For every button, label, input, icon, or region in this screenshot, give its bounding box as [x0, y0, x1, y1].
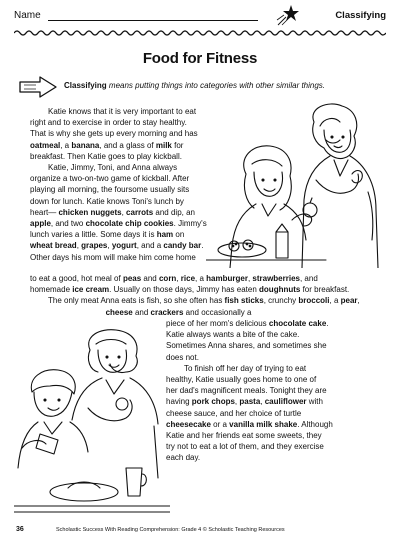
food-word: peas: [122, 274, 142, 283]
food-word: cheesecake: [166, 419, 211, 429]
story-line: [166, 329, 382, 340]
story-line: [166, 363, 382, 374]
story-text: To finish off her day of trying to eat: [184, 363, 307, 373]
story-text: and occasionally a: [183, 307, 252, 317]
section-label: Classifying: [335, 10, 386, 21]
story-text: .: [201, 241, 204, 251]
story-text: That is why she gets up every morning and has: [30, 129, 198, 139]
story-text: down for lunch. Katie knows Toni's lunch by: [30, 196, 184, 206]
name-write-line: [48, 20, 258, 21]
food-word: cauliflower: [264, 397, 307, 407]
definition-term: Classifying: [64, 81, 107, 90]
story-text: try not to eat a lot of them, and they exercise: [166, 442, 324, 452]
food-word: fish sticks: [224, 296, 264, 306]
food-word: yogurt: [111, 241, 137, 251]
story-text: playing all morning, the foursome usually sits: [30, 185, 190, 195]
story-line: [166, 374, 382, 385]
story-text: healthy, Katie usually goes home to one of: [166, 375, 317, 385]
food-word: strawberries: [252, 274, 300, 283]
story-text: right and to exercise in order to stay healthy.: [30, 118, 187, 128]
story-text: ,: [247, 274, 253, 283]
story-text: homemade: [30, 285, 73, 295]
food-word: wheat bread: [30, 241, 77, 251]
story-line: [30, 229, 230, 240]
story-text: Katie and her friends eat some sweets, they: [166, 431, 322, 441]
story-text: , and a: [136, 241, 164, 251]
story-text: . Although: [297, 419, 333, 429]
mother-and-girl-illustration: [206, 100, 394, 268]
story-text: ,: [234, 397, 240, 407]
story-line: [30, 196, 230, 207]
food-word: milk: [155, 140, 172, 150]
story-text: , crunchy: [263, 296, 299, 306]
story-line: [30, 252, 230, 263]
story-line: [166, 441, 382, 452]
story-lower-column: [166, 318, 382, 464]
food-word: grapes: [81, 241, 108, 251]
food-word: carrots: [126, 207, 154, 217]
definition-body: means putting things into categories with other similar things.: [106, 81, 326, 90]
story-text: , a: [329, 296, 341, 306]
story-text: or a: [210, 419, 230, 429]
story-text: having: [166, 397, 192, 407]
food-word: banana: [71, 140, 100, 150]
story-text: ,: [176, 274, 181, 283]
food-word: ice cream: [72, 285, 110, 295]
story-text: . Jimmy's: [173, 219, 207, 229]
story-line: [30, 173, 230, 184]
food-word: rice: [180, 274, 196, 283]
story-text: and: [132, 307, 151, 317]
story-line: [166, 318, 382, 329]
story-line: [30, 284, 380, 295]
story-line: [30, 295, 380, 306]
food-word: hamburger: [206, 274, 248, 283]
story-text: Katie knows that it is very important to eat: [48, 107, 197, 116]
story-text: Sometimes Anna shares, and sometimes she: [166, 341, 327, 351]
story-line: [30, 128, 230, 139]
story-text: , a: [195, 274, 207, 283]
food-word: pear: [340, 296, 358, 306]
story-line: [30, 106, 230, 117]
story-text: to eat a good, hot meal of: [30, 274, 123, 283]
story-line: [166, 396, 382, 407]
food-word: vanilla milk shake: [229, 419, 298, 429]
story-text: , and two: [50, 219, 86, 229]
shooting-star-icon: [276, 4, 300, 26]
food-word: chocolate cake: [268, 319, 327, 328]
story-line: [30, 184, 230, 195]
copyright-credit: Scholastic Success With Reading Comprehension: Grade 4 © Scholastic Teaching Resources: [56, 527, 285, 533]
story-text: Katie always wants a bite of the cake.: [166, 330, 300, 340]
story-line: [30, 207, 230, 218]
story-text: , and: [299, 274, 318, 283]
food-word: pork chops: [191, 397, 235, 407]
food-word: doughnuts: [259, 285, 301, 295]
food-word: corn: [158, 274, 177, 283]
story-line: [166, 408, 382, 419]
food-word: pasta: [239, 397, 261, 407]
story-text: ,: [107, 241, 112, 251]
story-text: ,: [357, 296, 360, 306]
story-text: does not.: [166, 352, 199, 362]
food-word: cheese: [105, 307, 133, 317]
food-word: candy bar: [163, 241, 202, 251]
story-line: [166, 430, 382, 441]
food-word: apple: [30, 219, 51, 229]
food-word: crackers: [150, 307, 184, 317]
pointing-hand-icon: [18, 76, 58, 98]
story-text: with: [306, 397, 323, 407]
story-text: for: [171, 140, 184, 150]
story-text: breakfast. Then Katie goes to play kickball.: [30, 151, 182, 161]
food-word: ham: [156, 230, 174, 240]
story-line: [166, 352, 382, 363]
story-text: , and a glass of: [99, 140, 156, 150]
worksheet-header: [14, 8, 390, 30]
story-line: [166, 419, 382, 430]
story-text: cheese sauce, and her choice of turtle: [166, 408, 302, 418]
story-text: ,: [121, 207, 127, 217]
story-text: piece of her mom's delicious: [166, 319, 269, 328]
story-upper-column: [30, 106, 230, 263]
story-text: organize a two-on-two game of kickball. After: [30, 174, 190, 184]
story-text: Other days his mom will make him come home: [30, 252, 196, 262]
food-word: chocolate chip cookies: [85, 219, 174, 229]
story-text: heart—: [30, 207, 59, 217]
family-eating-illustration: [14, 328, 170, 524]
story-text: Katie, Jimmy, Toni, and Anna always: [48, 163, 178, 173]
story-text: her dad's magnificent meals. Tonight they are: [166, 386, 327, 396]
definition-text: [64, 81, 325, 91]
story-text: .: [326, 319, 329, 328]
story-text: on: [173, 230, 185, 240]
story-text: and dip, an: [153, 207, 195, 217]
food-word: broccoli: [298, 296, 330, 306]
story-text: ,: [76, 241, 82, 251]
story-text: The only meat Anna eats is fish, so she often has: [48, 296, 225, 306]
food-word: oatmeal: [30, 140, 61, 150]
story-line: [166, 340, 382, 351]
story-text: [30, 308, 106, 317]
story-text: lunch varies a little. Some days it is: [30, 230, 157, 240]
story-line: [30, 273, 380, 284]
story-text: , a: [60, 140, 72, 150]
story-line: [30, 240, 230, 251]
story-line: [30, 307, 380, 318]
story-line: [166, 385, 382, 396]
story-line: [30, 140, 230, 151]
story-line: [30, 218, 230, 229]
name-label: Name: [14, 10, 41, 21]
food-word: chicken nuggets: [58, 207, 122, 217]
page-title: Food for Fitness: [142, 50, 258, 67]
story-full-width-lines: [30, 273, 380, 318]
story-line: [30, 151, 230, 162]
story-text: . Usually on those days, Jimmy has eaten: [109, 285, 260, 295]
story-line: [30, 162, 230, 173]
story-text: ,: [260, 397, 265, 407]
story-text: and: [141, 274, 159, 283]
wavy-divider: [14, 28, 386, 38]
story-line: [30, 117, 230, 128]
story-line: [166, 452, 382, 463]
story-text: each day.: [166, 453, 201, 463]
page-number: 36: [16, 526, 24, 533]
story-text: for breakfast.: [300, 285, 350, 295]
